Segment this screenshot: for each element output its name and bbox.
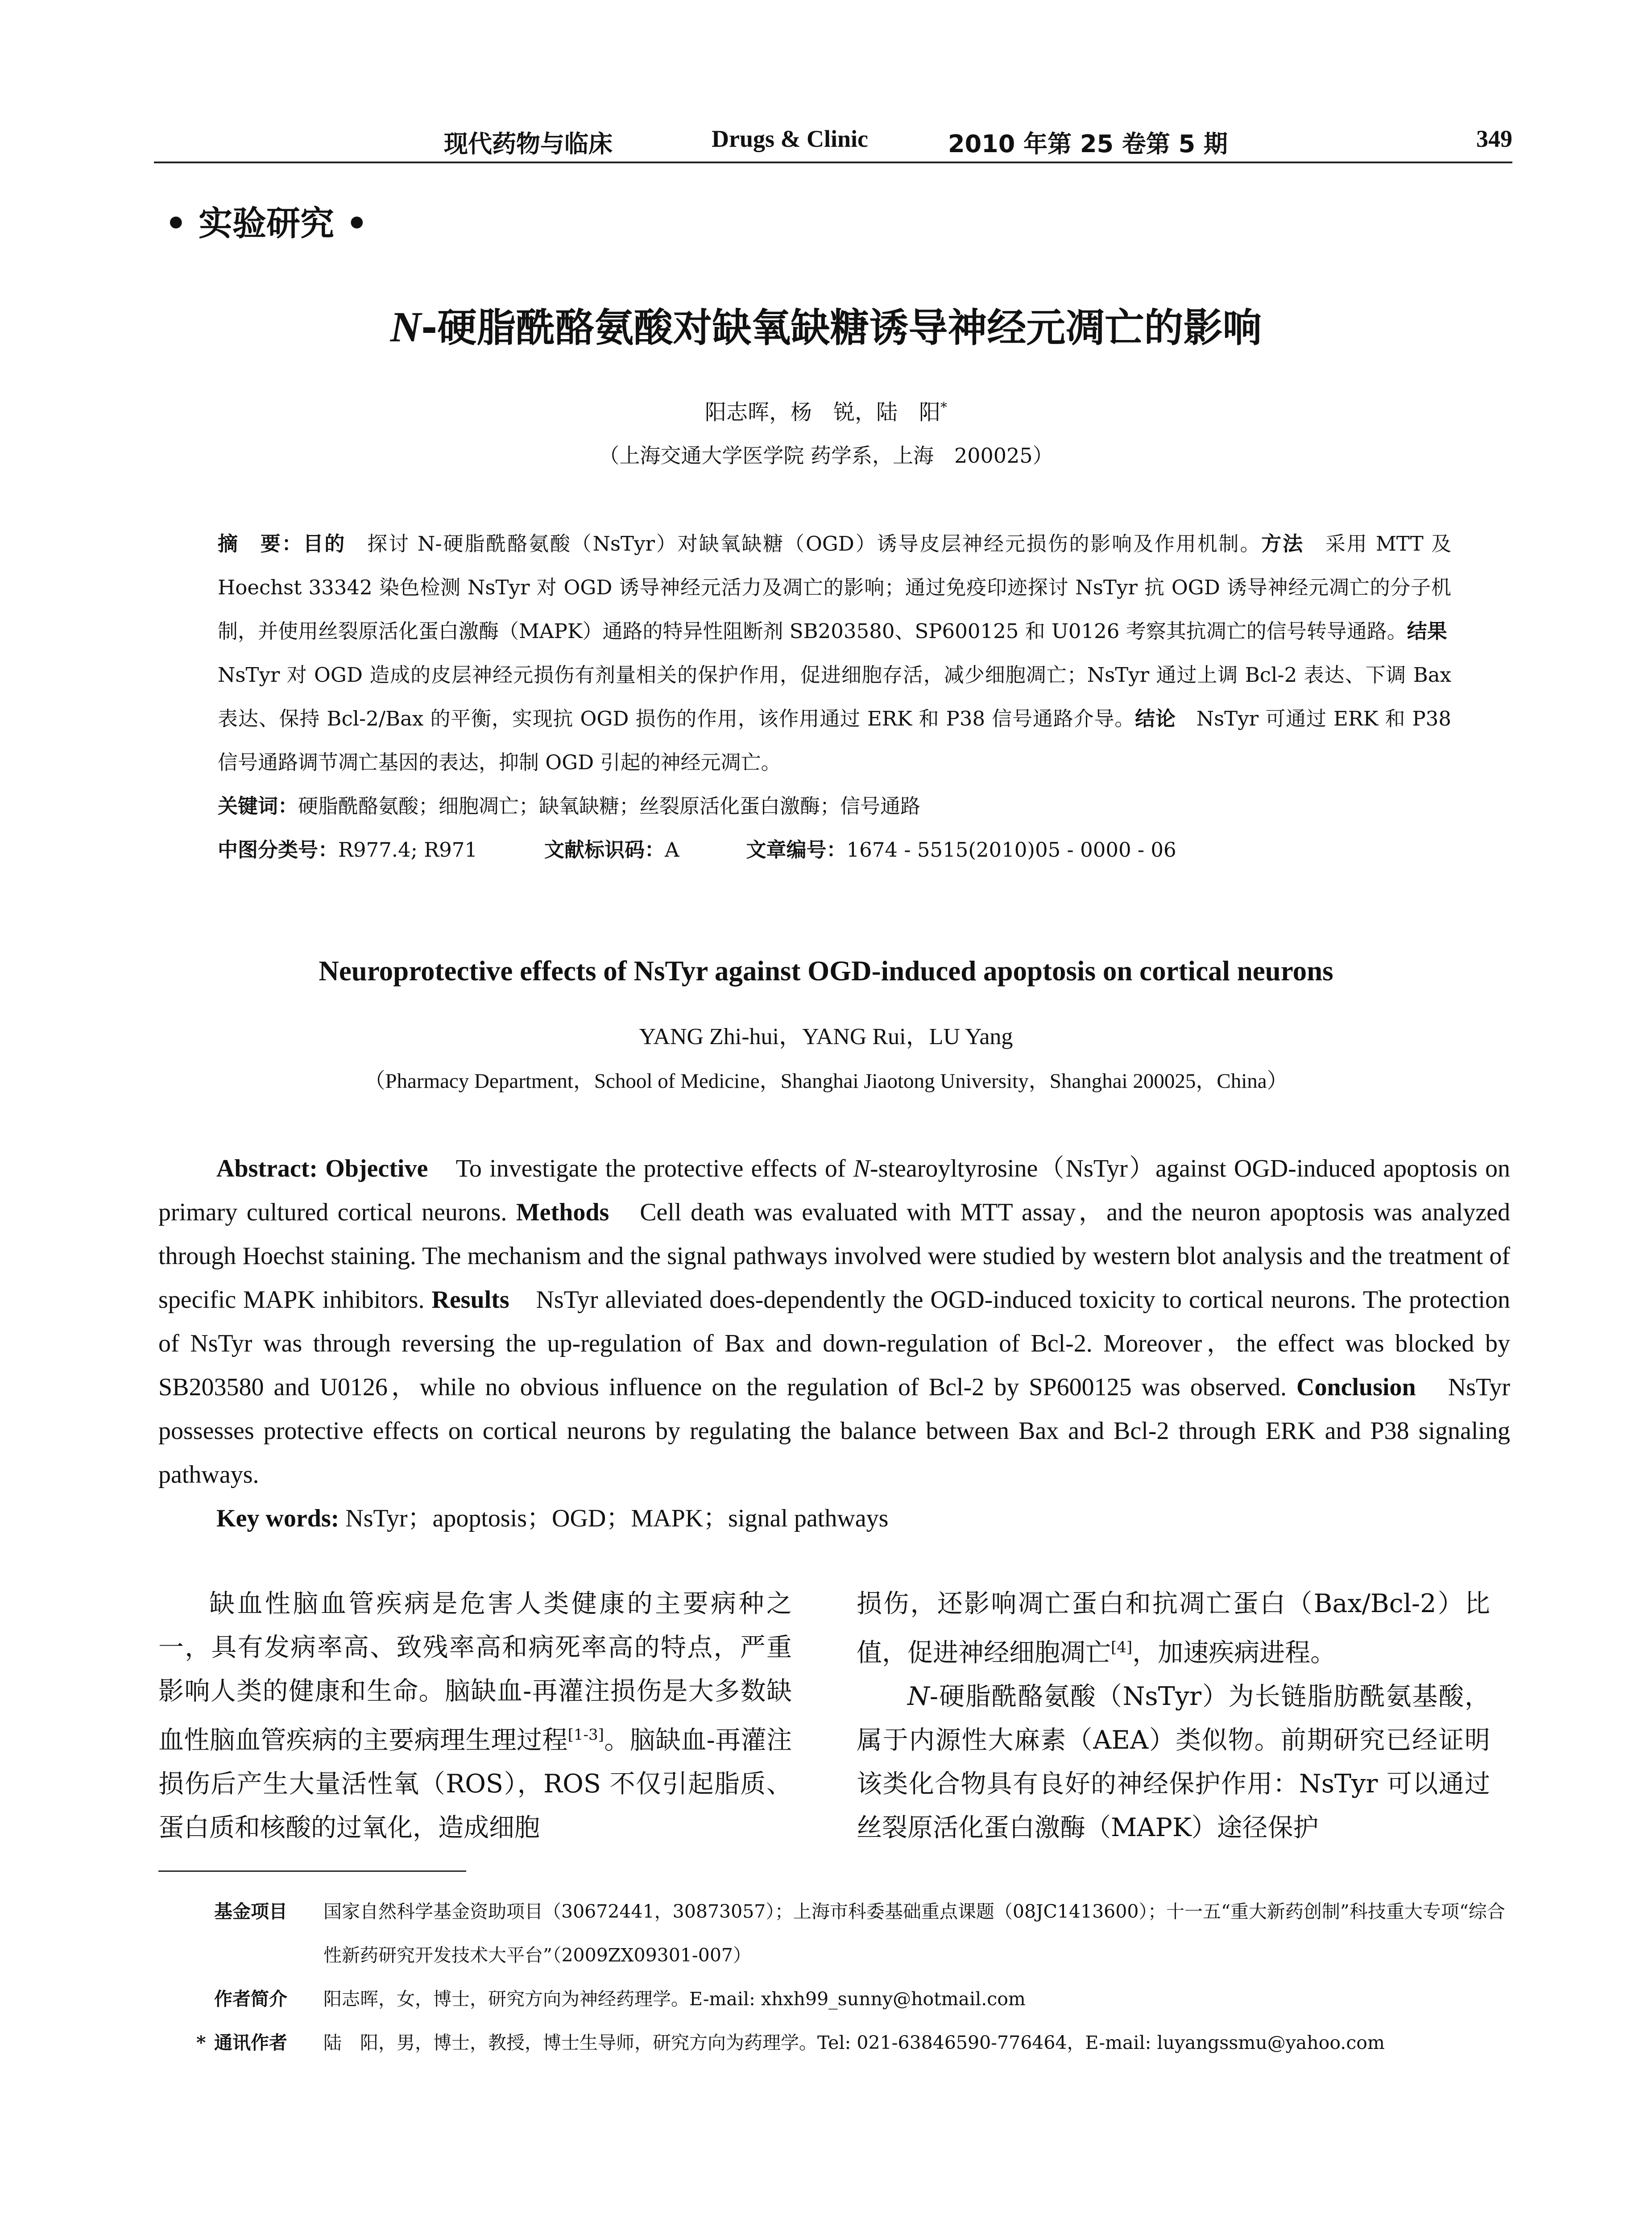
- corresponding-mark: *: [940, 400, 947, 415]
- author-names-cn: 阳志晖，杨 锐，陆 阳: [704, 400, 940, 425]
- article-title-cn: [0, 297, 1652, 353]
- title-rest: -硬脂酰酪氨酸对缺氧缺糖诱导神经元凋亡的影响: [421, 305, 1262, 351]
- body-paragraph: [857, 1582, 1490, 1675]
- authors-cn: [0, 395, 1652, 426]
- abstract-en: [158, 1147, 1510, 1540]
- running-header: [154, 117, 1512, 163]
- doc-code-value: A: [664, 838, 679, 862]
- abstract-en-body: [158, 1147, 1510, 1497]
- objective-text-en-b: -stearoyltyrosine（NsTyr）against OGD-induced apoptosis on primary cultured cortical neurons.: [158, 1155, 1511, 1226]
- author-bio-label: 作者简介: [214, 1988, 287, 2010]
- footnote-corresponding: [196, 2021, 1517, 2065]
- methods-label-en: Methods: [516, 1198, 609, 1226]
- abstract-cn-label: 摘 要：: [218, 532, 303, 556]
- body-italic: N: [907, 1682, 930, 1711]
- conclusion-label-cn: 结论: [1135, 707, 1176, 730]
- keywords-label-en: Key words:: [216, 1505, 340, 1532]
- keywords-cn: [218, 784, 1451, 828]
- keywords-text-en: NsTyr；apoptosis；OGD；MAPK；signal pathways: [339, 1505, 889, 1532]
- abstract-en-label: Abstract: Objective: [216, 1155, 428, 1182]
- footnote-rule: [158, 1870, 466, 1872]
- doc-code-label: 文献标识码：: [544, 838, 665, 862]
- abstract-cn-body: [218, 522, 1467, 784]
- body-paragraph: [158, 1582, 792, 1849]
- body-text: 。脑缺血-再灌注损伤后产生大量活性氧（ROS），ROS 不仅引起脂质、蛋白质和核酸的过氧化，造成细胞: [158, 1725, 792, 1842]
- objective-text-en-a: To investigate the protective effects of: [428, 1155, 853, 1182]
- corresponding-text: 陆 阳，男，博士，教授，博士生导师，研究方向为药理学。Tel: 021-63846590-776464，E-mail: luyangssmu@yahoo.com: [323, 2032, 1385, 2053]
- section-tag: • 实验研究 •: [165, 203, 368, 243]
- conclusion-text-cn: NsTyr 可通过 ERK 和 P38 信号通路调节凋亡基因的表达，抑制 OGD 引起的神经元凋亡。: [218, 707, 1451, 774]
- body-text: 缺血性脑血管疾病是危害人类健康的主要病种之一，具有发病率高、致残率高和病死率高的特点，严重影响人类的健康和生命。脑缺血-再灌注损伤是大多数缺血性脑血管疾病的主要病理生理过程: [158, 1589, 792, 1755]
- body-column-left: [158, 1582, 792, 1849]
- corresponding-label: 通讯作者: [214, 2032, 287, 2053]
- objective-label-cn: 目的: [303, 532, 346, 556]
- body-text: 损伤，还影响凋亡蛋白和抗凋亡蛋白（Bax/Bcl-2）比值，促进神经细胞凋亡: [857, 1589, 1490, 1667]
- results-label-en: Results: [431, 1286, 509, 1314]
- clc-value: R977.4; R971: [338, 838, 477, 862]
- body-text: -硬脂酰酪氨酸（NsTyr）为长链脂肪酰氨基酸，属于内源性大麻素（AEA）类似物。前期研究已经证明该类化合物具有良好的神经保护作用：NsTyr 可以通过丝裂原活化蛋白激酶（MAPK）途径保护: [857, 1682, 1490, 1842]
- citation: [1-3]: [567, 1726, 604, 1744]
- authors-en: YANG Zhi-hui，YANG Rui，LU Yang: [639, 1024, 1013, 1049]
- body-paragraph: [857, 1675, 1490, 1849]
- objective-italic-en: N: [853, 1155, 870, 1182]
- keywords-text-cn: 硬脂酰酪氨酸；细胞凋亡；缺氧缺糖；丝裂原活化蛋白激酶；信号通路: [298, 794, 921, 818]
- footnote-author: [196, 1977, 1517, 2021]
- conclusion-label-en: Conclusion: [1296, 1373, 1416, 1401]
- methods-text-en: Cell death was evaluated with MTT assay，and the neuron apoptosis was analyzed through Hoechst staining. The mechanism and the signal pathways involved were studied by western blot analysis and the treatment of specific MAPK inhibitors.: [158, 1198, 1510, 1314]
- issue-info: 2010 年第 25 卷第 5 期: [948, 130, 1228, 158]
- keywords-label-cn: 关键词：: [218, 794, 298, 818]
- footnote-fund: [196, 1890, 1517, 1977]
- clc-label: 中图分类号：: [218, 838, 339, 862]
- body-text: ，加速疾病进程。: [1132, 1638, 1336, 1667]
- citation: [4]: [1111, 1638, 1133, 1656]
- affiliation-cn: （上海交通大学医学院 药学系，上海 200025）: [599, 444, 1053, 468]
- results-label-cn: 结果: [1407, 619, 1447, 643]
- footnotes: [196, 1890, 1517, 2065]
- article-title-en: Neuroprotective effects of NsTyr against OGD-induced apoptosis on cortical neurons: [319, 955, 1333, 987]
- fund-label: 基金项目: [214, 1901, 287, 1922]
- author-bio-text: 阳志晖，女，博士，研究方向为神经药理学。E-mail: xhxh99_sunny@hotmail.com: [323, 1988, 1026, 2010]
- page-number: 349: [1476, 125, 1512, 152]
- corresponding-star: *: [196, 2032, 206, 2053]
- journal-name-en: Drugs & Clinic: [712, 125, 868, 152]
- methods-label-cn: 方法: [1261, 532, 1304, 556]
- body-column-right: [857, 1582, 1490, 1849]
- affiliation-en: （Pharmacy Department，School of Medicine，Shanghai Jiaotong University，Shanghai 200025，China）: [364, 1070, 1288, 1093]
- results-text-cn: NsTyr 对 OGD 造成的皮层神经元损伤有剂量相关的保护作用，促进细胞存活，减少细胞凋亡；NsTyr 通过上调 Bcl-2 表达、下调 Bax 表达、保持 Bcl-2/Bax 的平衡，实现抗 OGD 损伤的作用，该作用通过 ERK 和 P38 信号通路介导。: [218, 619, 1467, 730]
- fund-text: 国家自然科学基金资助项目（30672441，30873057）；上海市科委基础重点课题（08JC1413600）；十一五“重大新药创制”科技重大专项“综合性新药研究开发技术大平台”（2009ZX09301-007）: [323, 1901, 1505, 1966]
- methods-text-cn: 采用 MTT 及 Hoechst 33342 染色检测 NsTyr 对 OGD 诱导神经元活力及凋亡的影响；通过免疫印迹探讨 NsTyr 抗 OGD 诱导神经元凋亡的分子机制，并使用丝裂原活化蛋白激酶（MAPK）通路的特异性阻断剂 SB203580、SP600125 和 U0126 考察其抗凋亡的信号转导通路。: [218, 532, 1451, 643]
- classification-line: [218, 828, 1451, 872]
- article-id-value: 1674 - 5515(2010)05 - 0000 - 06: [846, 838, 1176, 862]
- keywords-en: [158, 1497, 1510, 1540]
- results-text-en: NsTyr alleviated does-dependently the OGD-induced toxicity to cortical neurons. The protection of NsTyr was through reversing the up-regulation of Bax and down-regulation of Bcl-2. Moreover，the effect was blocked by SB203580 and U0126，while no obvious influence on the regulation of Bcl-2 by SP600125 was observed.: [158, 1286, 1510, 1401]
- abstract-cn: [218, 522, 1467, 872]
- conclusion-text-en: NsTyr possesses protective effects on cortical neurons by regulating the balance between Bax and Bcl-2 through ERK and P38 signaling pathways.: [158, 1373, 1510, 1489]
- title-italic-prefix: N: [390, 303, 421, 351]
- journal-name-cn: 现代药物与临床: [444, 130, 613, 158]
- article-id-label: 文章编号：: [746, 838, 847, 862]
- objective-text-cn: 探讨 N-硬脂酰酪氨酸（NsTyr）对缺氧缺糖（OGD）诱导皮层神经元损伤的影响及作用机制。: [346, 532, 1262, 556]
